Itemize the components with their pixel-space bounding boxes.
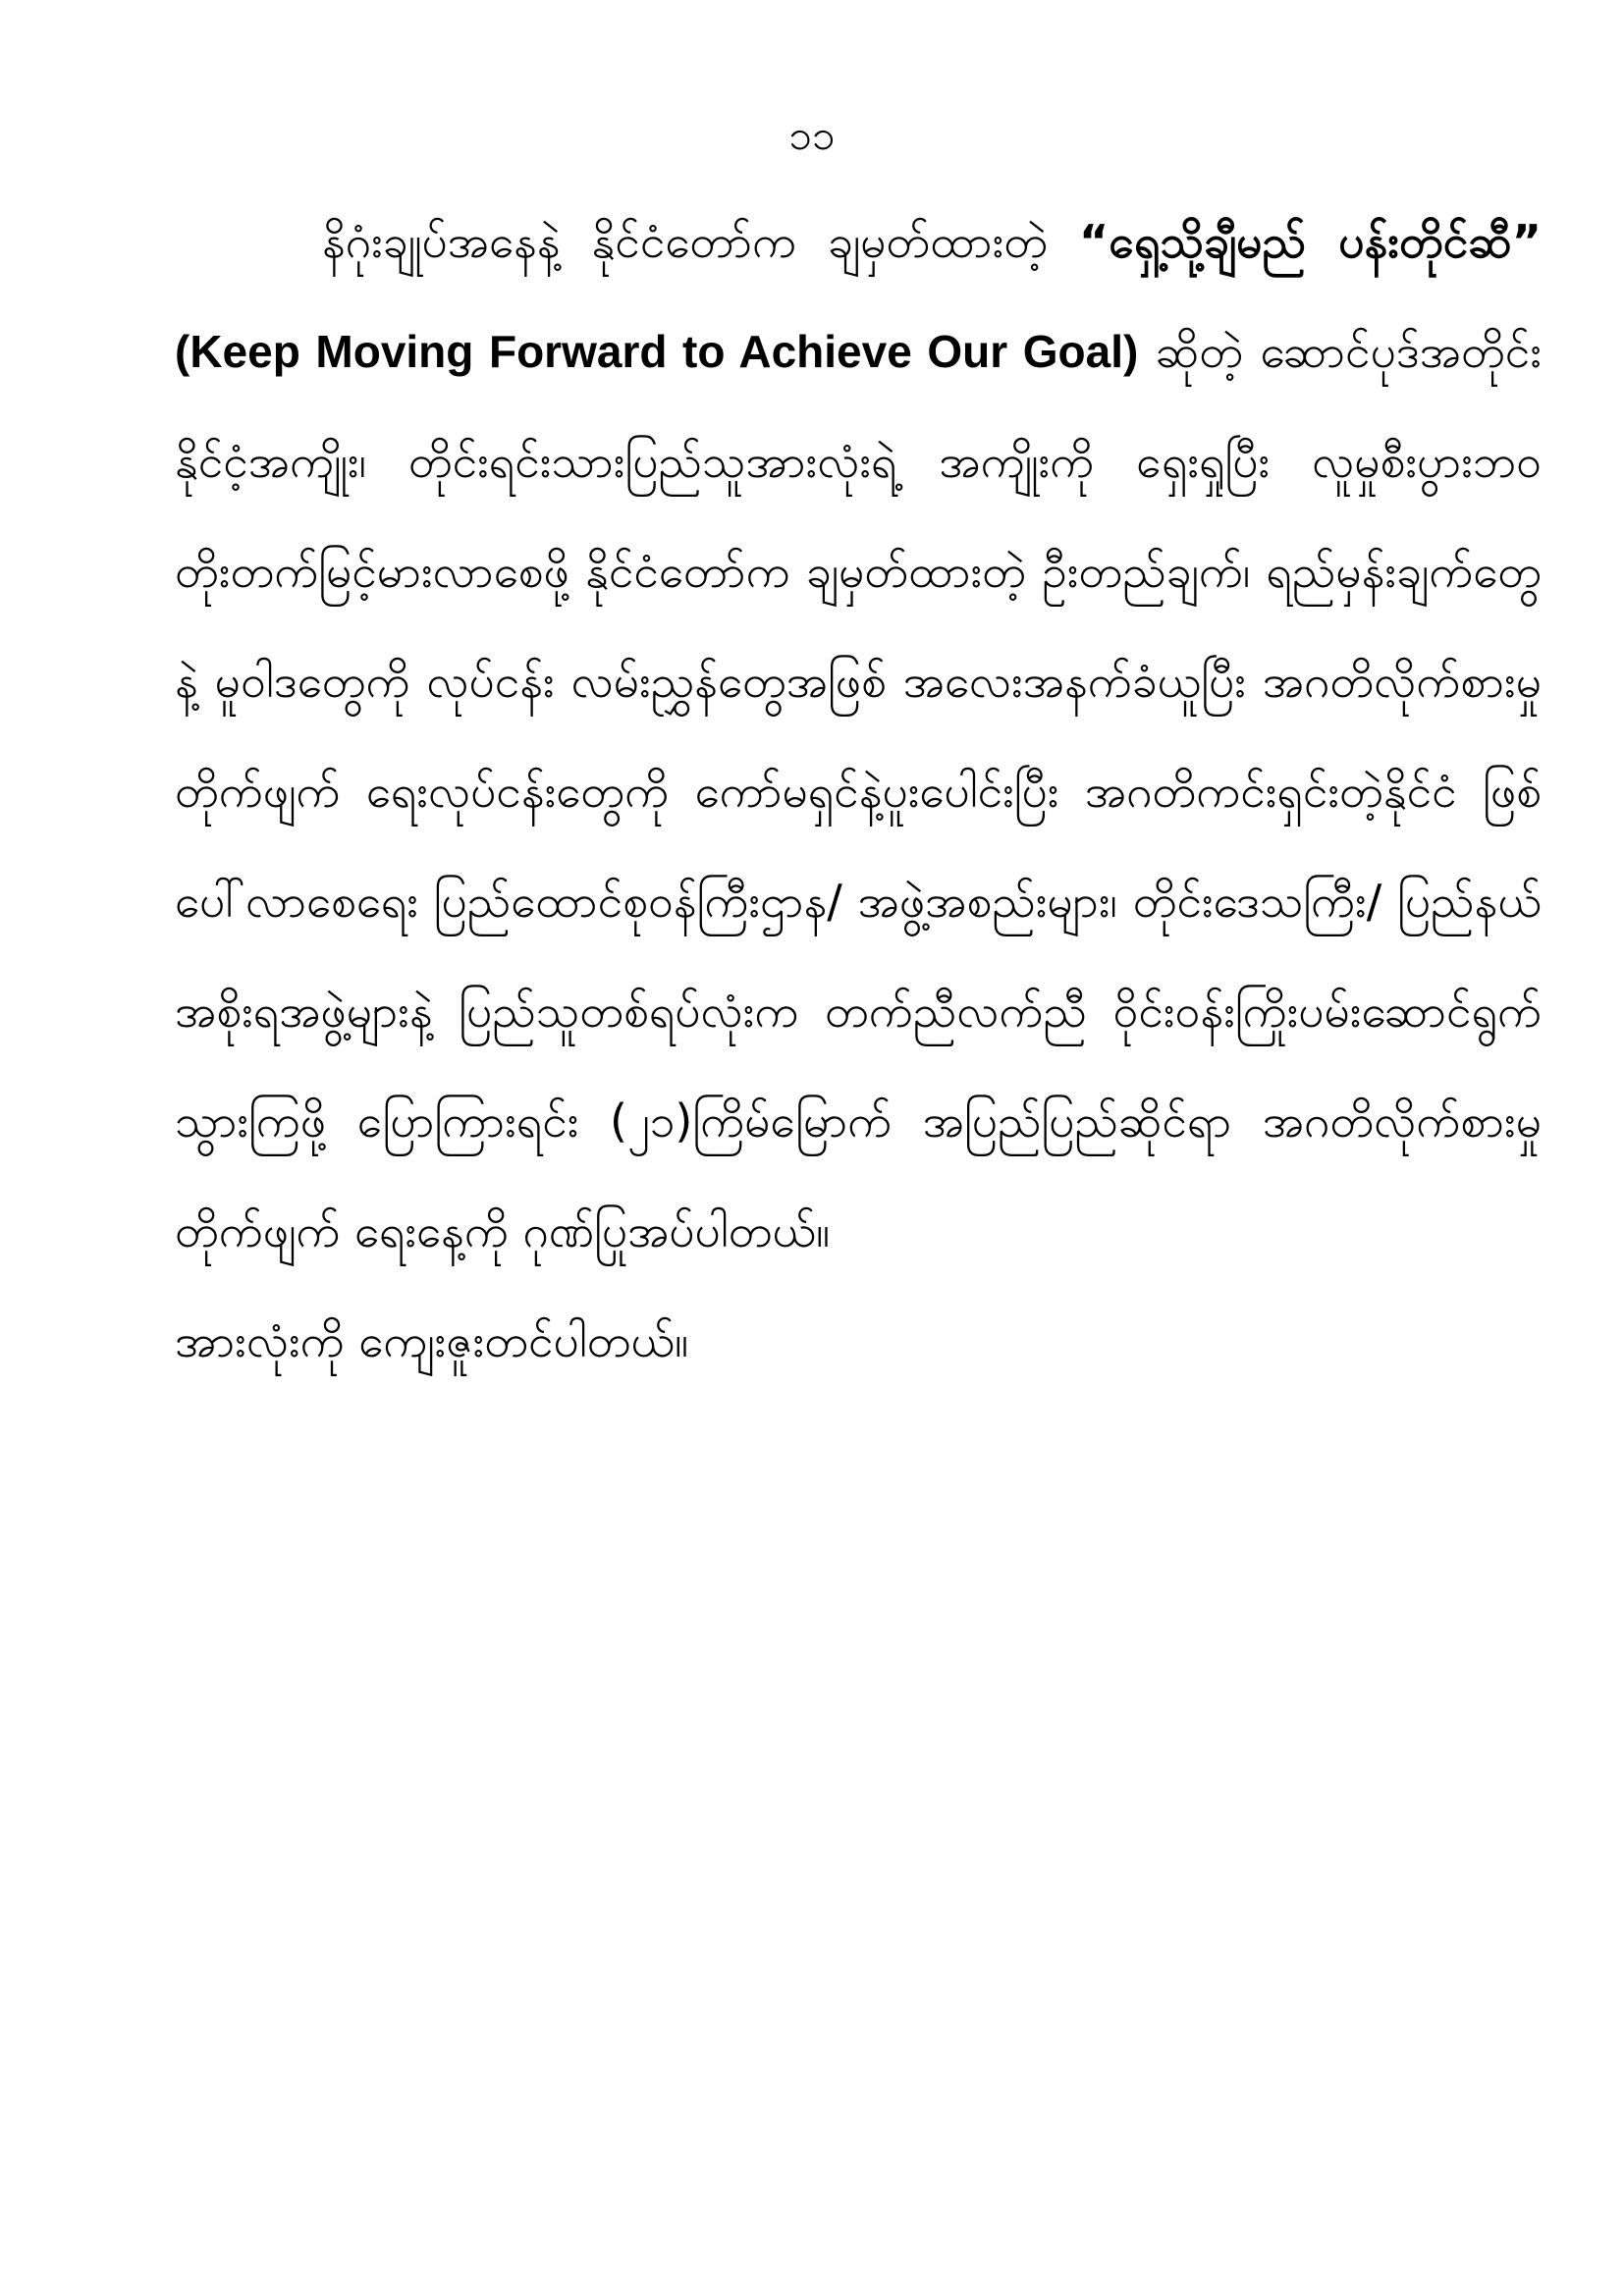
speech-body	[175, 187, 1542, 1396]
page-number: ၁၁	[788, 111, 836, 159]
paragraph-intro: နိဂုံးချုပ်အနေနဲ့ နိုင်ငံတော်က ချမှတ်ထားတဲ့	[322, 215, 1049, 268]
motto-myanmar: “ရှေ့သို့ချီမည် ပန်းတိုင်ဆီ”	[1079, 215, 1542, 268]
motto-english: (Keep Moving Forward to Achieve Our Goal)	[175, 326, 1139, 377]
thanks-paragraph: အားလုံးကို ကျေးဇူးတင်ပါတယ်။	[175, 1314, 689, 1367]
closing-paragraph	[175, 187, 1542, 1286]
paragraph-body: ဆိုတဲ့ ဆောင်ပုဒ်အတိုင်း နိုင်ငံ့အကျိုး၊ တိုင်းရင်းသားပြည်သူအားလုံးရဲ့ အကျိုးကို ရှေးရှုပြီး လူမှုစီးပွားဘဝ တိုးတက်မြင့်မားလာစေဖို့ နိုင်ငံတော်က ချမှတ်ထားတဲ့ ဦးတည်ချက်၊ ရည်မှန်းချက်တွေနဲ့ မူဝါဒတွေကို လုပ်ငန်း လမ်းညွှန်တွေအဖြစ် အလေးအနက်ခံယူပြီး အဂတိလိုက်စားမှု တိုက်ဖျက် ရေးလုပ်ငန်းတွေကို ကော်မရှင်နဲ့ပူးပေါင်းပြီး အဂတိကင်းရှင်းတဲ့နိုင်ငံ ဖြစ်ပေါ်လာစေရေး ပြည်ထောင်စုဝန်ကြီးဌာန/ အဖွဲ့အစည်းများ၊ တိုင်းဒေသကြီး/ ပြည်နယ်အစိုးရအဖွဲ့များနဲ့ ပြည်သူတစ်ရပ်လုံးက တက်ညီလက်ညီ ဝိုင်းဝန်းကြိုးပမ်းဆောင်ရွက်သွားကြဖို့ ပြောကြားရင်း (၂၁)ကြိမ်မြောက် အပြည်ပြည်ဆိုင်ရာ အဂတိလိုက်စားမှုတိုက်ဖျက် ရေးနေ့ကို ဂုဏ်ပြုအပ်ပါတယ်။	[175, 325, 1542, 1257]
